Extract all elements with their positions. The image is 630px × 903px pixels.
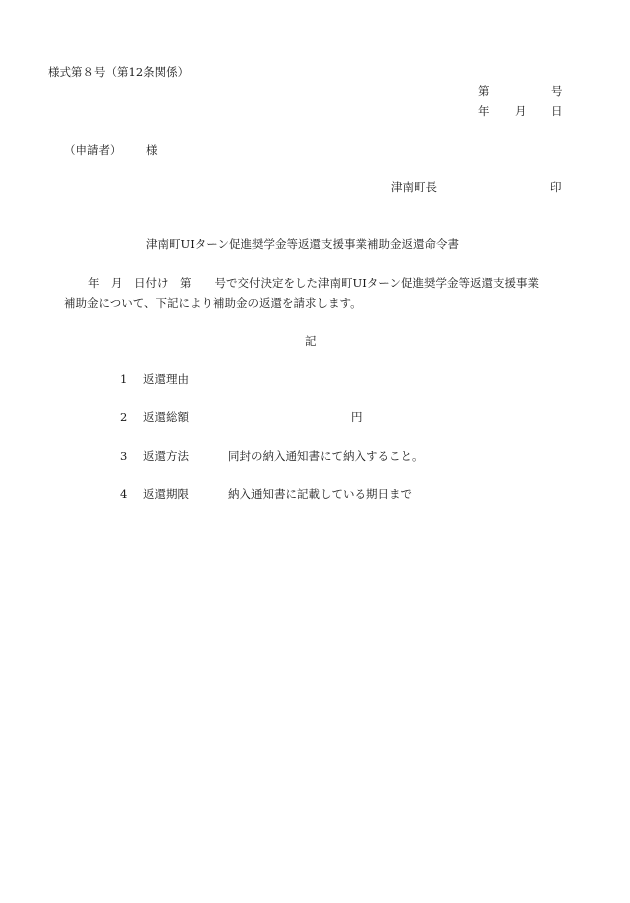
- seal-mark: 印: [550, 180, 562, 194]
- body-text-line-2: 補助金について、下記により補助金の返還を請求します。: [64, 296, 362, 310]
- ki-heading: 記: [305, 334, 317, 348]
- item-label-total-amount: 返還総額: [143, 410, 189, 424]
- item-label-reason: 返還理由: [143, 372, 189, 386]
- document-number-suffix: 号: [551, 84, 563, 98]
- item-number: 1: [120, 372, 128, 386]
- list-item: [0, 410, 630, 424]
- body-text-line-1: 年 月 日付け 第 号で交付決定をした津南町UIターン促進奨学金等返還支援事業: [88, 276, 539, 290]
- list-item: [0, 372, 630, 386]
- issuer-name: 津南町長: [391, 180, 437, 194]
- recipient-label: （申請者）: [64, 143, 122, 157]
- date-year-label: 年: [478, 104, 490, 118]
- document-number-prefix: 第: [478, 84, 490, 98]
- recipient-honorific: 様: [146, 143, 158, 157]
- item-number: 3: [120, 449, 128, 463]
- item-value-method: 同封の納入通知書にて納入すること。: [228, 449, 424, 463]
- list-item: [0, 487, 630, 501]
- item-label-method: 返還方法: [143, 449, 189, 463]
- item-value-yen-unit: 円: [351, 410, 363, 424]
- item-number: 4: [120, 487, 128, 501]
- item-number: 2: [120, 410, 128, 424]
- document-title: 津南町UIターン促進奨学金等返還支援事業補助金返還命令書: [146, 237, 460, 251]
- date-day-label: 日: [551, 104, 563, 118]
- item-value-deadline: 納入通知書に記載している期日まで: [228, 487, 412, 501]
- date-month-label: 月: [515, 104, 527, 118]
- list-item: [0, 449, 630, 463]
- item-label-deadline: 返還期限: [143, 487, 189, 501]
- form-number: 様式第８号（第12条関係）: [48, 65, 190, 79]
